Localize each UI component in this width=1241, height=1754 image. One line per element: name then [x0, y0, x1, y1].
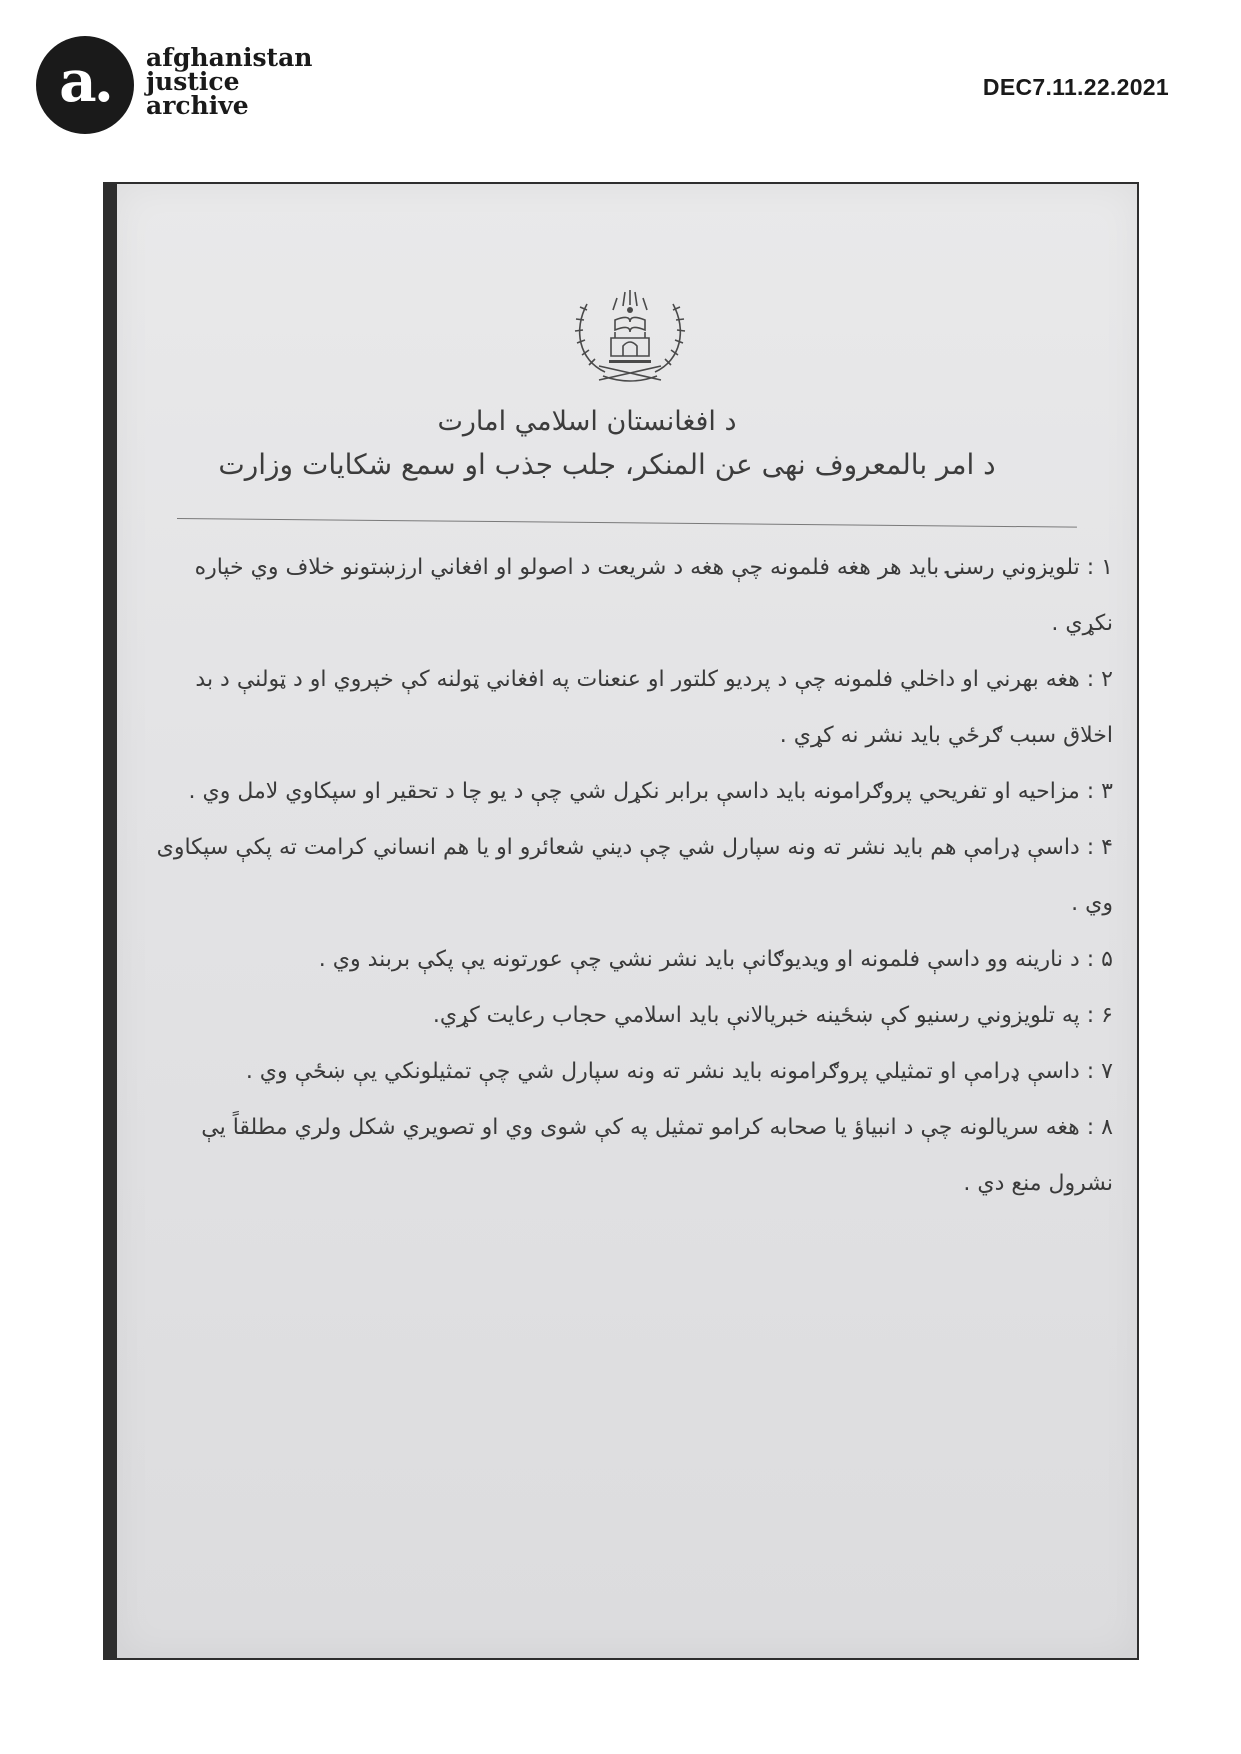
logo-word-2: justice	[146, 67, 240, 96]
letter-item-4: ۴ : داسې ډرامې هم باید نشر ته ونه سپارل شي چې دیني شعائرو او یا هم انساني کرامت ته پکې سپکاوی وي .	[156, 835, 1113, 916]
logo-word-1: afghanistan	[146, 43, 313, 72]
letter-photo	[103, 182, 1139, 1660]
emblem-icon	[565, 280, 695, 390]
letter-heading-emirate: د افغانستان اسلامي امارت	[437, 406, 737, 437]
letter-heading-ministry: د امر بالمعروف نهی عن المنکر، جلب جذب او سمع شکایات وزارت	[218, 448, 996, 481]
letter-item-8: ۸ : هغه سریالونه چې د انبیاؤ یا صحابه کرامو تمثیل په کې شوی وي او تصویري شکل ولري مطلقاً یې نشرول منع دي .	[201, 1115, 1113, 1196]
letter-item-6: ۶ : په تلویزوني رسنیو کې ښځینه خبریالانې باید اسلامي حجاب رعایت کړي.	[432, 1003, 1113, 1028]
archive-logo-wordmark	[146, 43, 313, 120]
letter-item-3: ۳ : مزاحیه او تفریحي پروګرامونه باید داسې برابر نکړل شي چې د یو چا د تحقیر او سپکاوي لامل وي .	[188, 779, 1113, 804]
document-reference: DEC7.11.22.2021	[982, 74, 1169, 100]
letter-item-5: ۵ : د نارینه وو داسې فلمونه او ویدیوګانې باید نشر نشي چې عورتونه یې پکې بربند وي .	[318, 947, 1113, 972]
archive-logo-mark	[36, 36, 134, 134]
logo-word-3: archive	[146, 91, 249, 120]
letter-items	[141, 540, 1113, 1212]
heading-divider	[177, 518, 1077, 528]
letter-item-1: ۱ : تلویزوني رسنۍ باید هر هغه فلمونه چې هغه د شریعت د اصولو او افغاني ارزښتونو خلاف وي خپاره نکړي .	[194, 555, 1113, 636]
letter-item-7: ۷ : داسې ډرامې او تمثیلي پروګرامونه باید نشر ته ونه سپارل شي چې تمثیلونکي یې ښځې وي .	[245, 1059, 1113, 1084]
letter-sheet	[117, 184, 1137, 1658]
logo-mark-text: a.	[59, 47, 111, 115]
letter-item-2: ۲ : هغه بهرني او داخلي فلمونه چې د پردیو کلتور او عنعنات په افغاني ټولنه کې خپروي او د ټولنې د بد اخلاق سبب ګرځي باید نشر نه کړي .	[195, 667, 1113, 748]
